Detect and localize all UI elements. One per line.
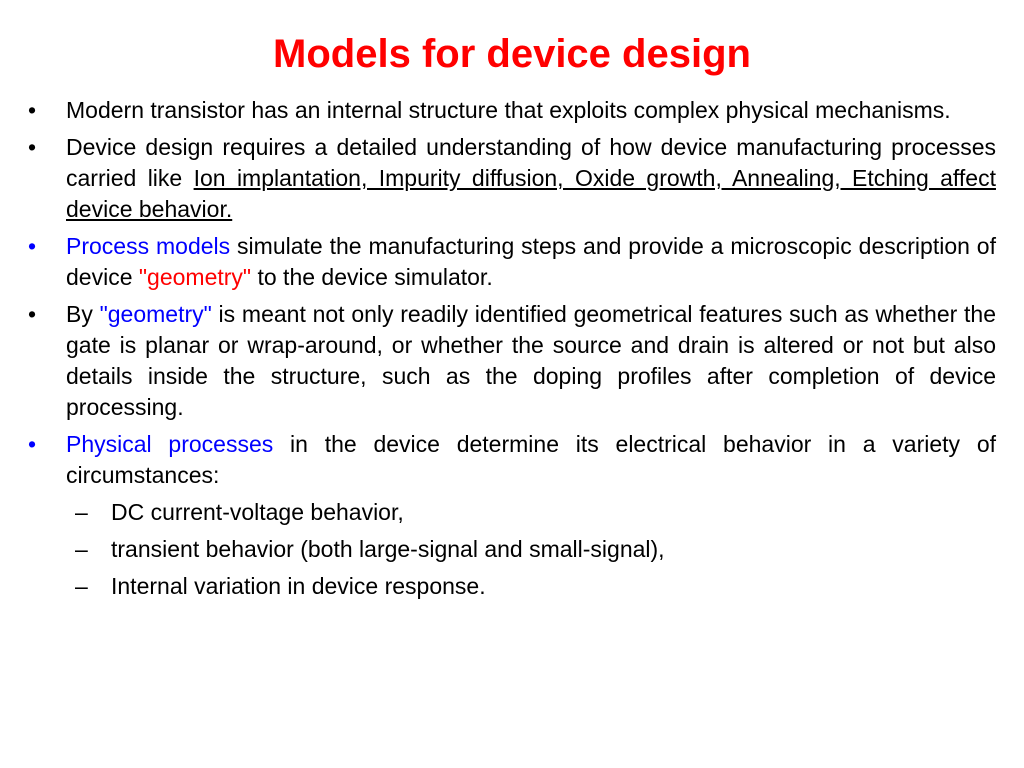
bullet-text-end: is meant not only readily identified geometrical features such as whether the gate is planar or wrap-around, or whether the source and drain is altered or not but also details inside the structure, such as the doping profiles after completion of device processing. <box>66 301 996 420</box>
slide-content <box>28 95 996 608</box>
highlight-geometry-blue: "geometry" <box>99 301 212 327</box>
highlight-process-models: Process models <box>66 233 231 259</box>
bullet-marker: • <box>28 301 37 327</box>
bullet-marker: • <box>28 134 37 160</box>
sub-bullet-text: DC current-voltage behavior, <box>111 499 404 525</box>
bullet-item <box>28 231 996 293</box>
bullet-item <box>28 132 996 225</box>
sub-bullet-marker: – <box>75 536 88 562</box>
highlight-physical-processes: Physical processes <box>66 431 274 457</box>
bullet-marker: • <box>28 97 37 123</box>
bullet-item <box>28 429 996 491</box>
sub-bullet-text: transient behavior (both large-signal and small-signal), <box>111 536 665 562</box>
bullet-text: By <box>66 301 100 327</box>
sub-bullet-item <box>28 497 996 528</box>
sub-bullet-marker: – <box>75 573 88 599</box>
bullet-text-end: to the device simulator. <box>251 264 493 290</box>
bullet-marker: • <box>28 233 37 259</box>
slide-title: Models for device design <box>273 32 751 76</box>
bullet-item <box>28 95 996 126</box>
bullet-text: simulate the manufacturing steps and provide a microscopic description of device <box>66 233 996 290</box>
sub-bullet-item <box>28 571 996 602</box>
sub-bullet-item <box>28 534 996 565</box>
bullet-text: Modern transistor has an internal structure that exploits complex physical mechanisms. <box>66 97 951 123</box>
bullet-text: Device design requires a detailed understanding of how device manufacturing processes carried like <box>66 134 996 191</box>
highlight-geometry-red: "geometry" <box>138 264 252 290</box>
bullet-text: in the device determine its electrical behavior in a variety of circumstances: <box>66 431 996 488</box>
sub-bullet-text: Internal variation in device response. <box>111 573 486 599</box>
sub-bullet-marker: – <box>75 499 88 525</box>
bullet-item <box>28 299 996 423</box>
bullet-marker: • <box>28 431 37 457</box>
underlined-process-list: Ion implantation, Impurity diffusion, Oxide growth, Annealing, Etching affect device behavior. <box>66 165 996 222</box>
